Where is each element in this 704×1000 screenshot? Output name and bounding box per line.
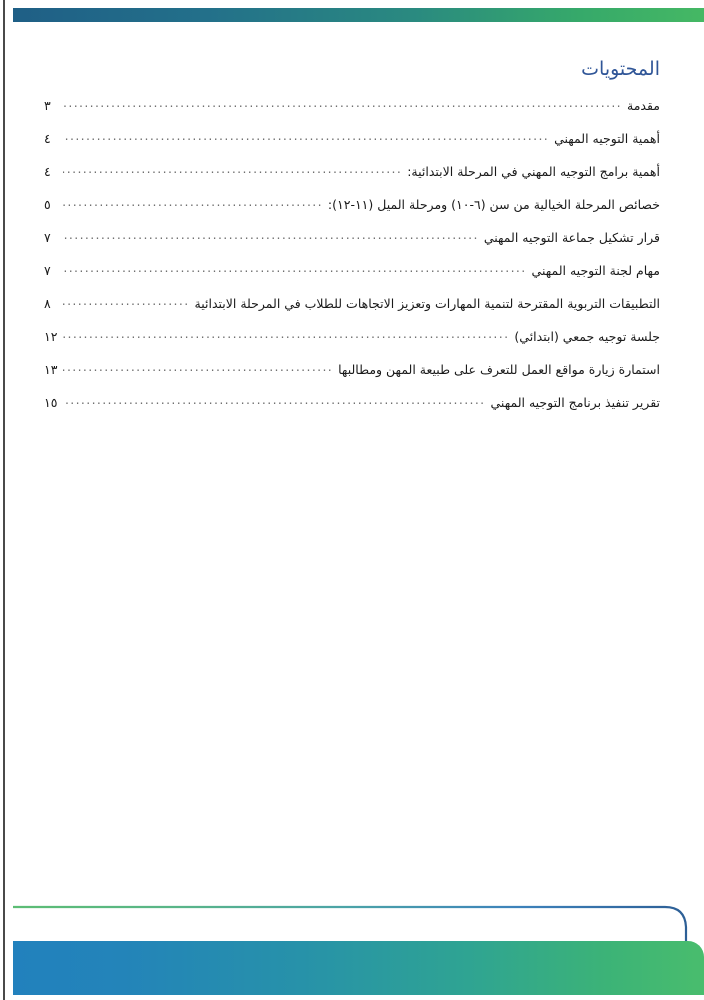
toc-page-number: ٤ [44, 163, 51, 179]
table-of-contents [44, 97, 660, 427]
toc-entry-title: خصائص المرحلة الخيالية من سن (٦-١٠) ومرحلة الميل (١١-١٢): [327, 196, 660, 212]
toc-dot-leader [63, 130, 549, 143]
toc-dot-leader [63, 196, 323, 209]
toc-page-number: ١٢ [44, 328, 58, 344]
page-title: المحتويات [581, 58, 660, 80]
toc-entry-title: أهمية التوجيه المهني [554, 130, 660, 146]
toc-page-number: ٣ [44, 97, 51, 113]
toc-dot-leader [63, 295, 190, 308]
toc-page-number: ١٣ [44, 361, 58, 377]
page-left-edge-rule [3, 0, 5, 1000]
toc-entry-title: مهام لجنة التوجيه المهني [531, 262, 660, 278]
toc-page-number: ١٥ [44, 394, 58, 410]
bottom-decorative-gradient-bar [13, 941, 704, 995]
toc-entry[interactable] [44, 361, 660, 394]
toc-entry[interactable] [44, 394, 660, 427]
toc-entry-title: جلسة توجيه جمعي (ابتدائي) [514, 328, 660, 344]
toc-entry-title: مقدمة [627, 97, 660, 113]
toc-entry[interactable] [44, 328, 660, 361]
toc-page-number: ٧ [44, 262, 51, 278]
toc-entry-title: التطبيقات التربوية المقترحة لتنمية المهارات وتعزيز الاتجاهات للطلاب في المرحلة الابتدائية [194, 295, 660, 311]
toc-entry[interactable] [44, 295, 660, 328]
toc-page-number: ٤ [44, 130, 51, 146]
top-decorative-gradient-bar [13, 8, 704, 22]
toc-dot-leader [63, 163, 402, 176]
toc-dot-leader [63, 97, 622, 110]
toc-entry-title: أهمية برامج التوجيه المهني في المرحلة الابتدائية: [407, 163, 660, 179]
toc-entry[interactable] [44, 262, 660, 295]
toc-dot-leader [63, 229, 479, 242]
toc-entry-title: تقرير تنفيذ برنامج التوجيه المهني [490, 394, 660, 410]
toc-entry[interactable] [44, 97, 660, 130]
toc-dot-leader [63, 361, 333, 374]
toc-entry[interactable] [44, 163, 660, 196]
toc-dot-leader [63, 262, 527, 275]
toc-entry[interactable] [44, 229, 660, 262]
toc-page-number: ٥ [44, 196, 51, 212]
toc-entry[interactable] [44, 196, 660, 229]
toc-entry[interactable] [44, 130, 660, 163]
toc-dot-leader [63, 328, 509, 341]
toc-page-number: ٧ [44, 229, 51, 245]
toc-entry-title: استمارة زيارة مواقع العمل للتعرف على طبيعة المهن ومطالبها [338, 361, 660, 377]
toc-page-number: ٨ [44, 295, 51, 311]
toc-entry-title: قرار تشكيل جماعة التوجيه المهني [483, 229, 660, 245]
toc-dot-leader [63, 394, 486, 407]
